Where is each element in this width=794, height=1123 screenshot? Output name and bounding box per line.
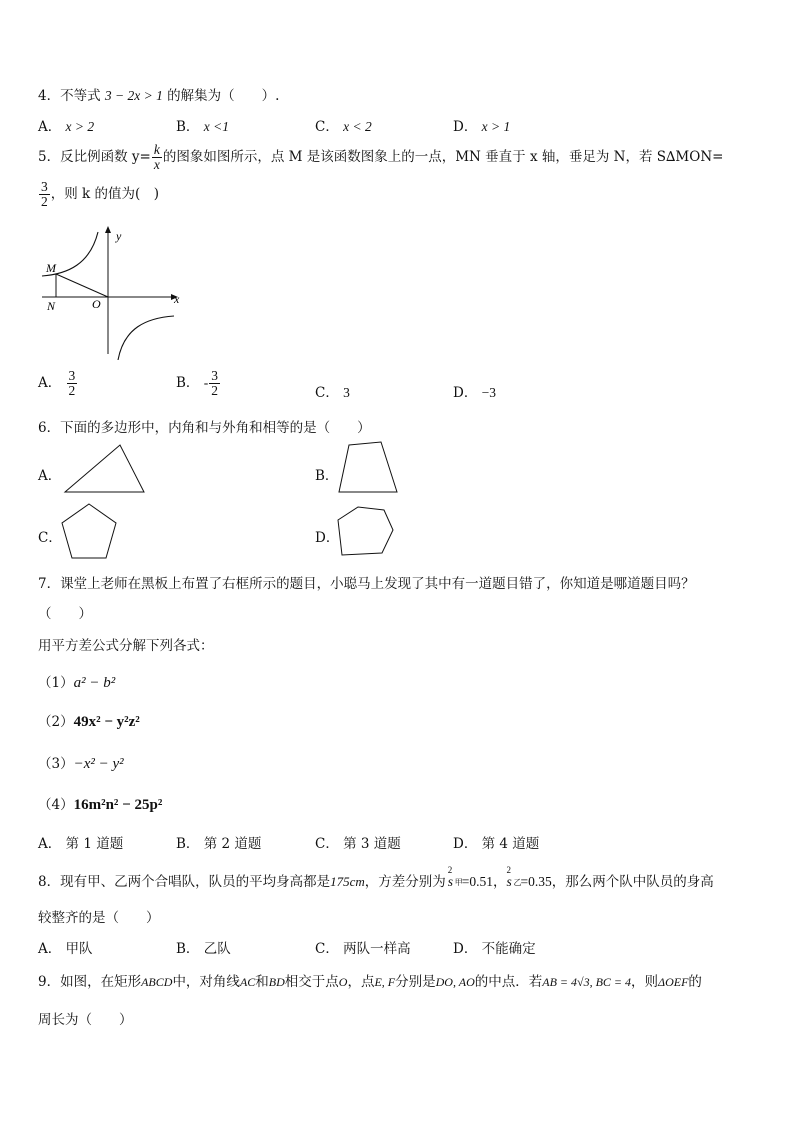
q5-option-c[interactable]: C． 3	[315, 385, 350, 401]
q4-stem: 4．不等式 3 − 2x > 1 的解集为（ ）.	[38, 88, 280, 104]
q4-option-a[interactable]: A． x > 2	[38, 119, 95, 135]
q7-item-3: （3）−x² − y²	[38, 756, 124, 772]
q7-board-title: 用平方差公式分解下列各式：	[38, 638, 214, 654]
q7-stem: 7．课堂上老师在黑板上布置了右框所示的题目，小聪马上发现了其中有一道题目错了，你知道是哪道题目吗？	[38, 576, 695, 592]
q4-option-c[interactable]: C． x < 2	[315, 119, 372, 135]
q6-triangle[interactable]	[60, 442, 150, 496]
q6-pentagon[interactable]	[58, 500, 120, 564]
right-branch	[118, 316, 174, 360]
q7-item-2: （2）49x² − y²z²	[38, 714, 140, 730]
q5-area-fraction: $\frac{3}{2}$	[41, 179, 48, 210]
q6-hexagon[interactable]	[334, 504, 396, 558]
label-x: x	[174, 292, 180, 306]
label-y: y	[116, 229, 122, 243]
q5-option-d[interactable]: D． −3	[453, 385, 496, 401]
q4-expression: 3 − 2x > 1	[104, 88, 163, 103]
q5-stem: 5．反比例函数 y= $\frac{k}{x}$ 的图象如图所示，点 M 是该函数图象上的一点，MN 垂直于 x 轴，垂足为 N，若 S∆MON=	[38, 142, 724, 173]
q7-option-d[interactable]: D． 第 4 道题	[453, 836, 540, 852]
q7-option-a[interactable]: A． 第 1 道题	[38, 836, 124, 852]
q9-stem: 9．如图，在矩形ABCD中，对角线AC和BD相交于点O，点E, F分别是DO, AO的中点．若AB = 4√3, BC = 4，则ΔOEF的	[38, 974, 702, 990]
q8-option-a[interactable]: A． 甲队	[38, 941, 93, 957]
label-M: M	[46, 261, 56, 275]
q7-item-4: （4）16m²n² − 25p²	[38, 797, 163, 813]
q5-option-b[interactable]: B． - $\frac{3}{2}$	[176, 368, 218, 399]
q5-stem-line2: $\frac{3}{2}$ ，则 k 的值为( )	[41, 179, 160, 210]
q6-option-a[interactable]: A．	[38, 468, 62, 484]
q6-stem: 6．下面的多边形中，内角和与外角和相等的是（ ）	[38, 420, 371, 436]
label-N: N	[47, 299, 56, 313]
q5-option-a[interactable]: A． $\frac{3}{2}$	[38, 368, 76, 399]
q6-option-c[interactable]: C．	[38, 530, 62, 546]
q4-option-b[interactable]: B． x <1	[176, 119, 229, 135]
q6-option-d[interactable]: D．	[315, 530, 340, 546]
q5-hyperbola-graph	[38, 224, 198, 360]
q7-option-b[interactable]: B． 第 2 道题	[176, 836, 262, 852]
q6-option-b[interactable]: B．	[315, 468, 339, 484]
q6-quadrilateral[interactable]	[335, 440, 401, 496]
q7-option-c[interactable]: C． 第 3 道题	[315, 836, 401, 852]
label-O: O	[92, 297, 101, 311]
q9-stem-line2: 周长为（ ）	[38, 1012, 133, 1028]
q7-paren: （ ）	[38, 606, 92, 622]
segment-MO	[56, 274, 108, 297]
q4-option-d[interactable]: D． x > 1	[453, 119, 511, 135]
q8-option-b[interactable]: B． 乙队	[176, 941, 231, 957]
q8-option-d[interactable]: D． 不能确定	[453, 941, 536, 957]
q8-option-c[interactable]: C． 两队一样高	[315, 941, 411, 957]
q8-stem: 8．现有甲、乙两个合唱队，队员的平均身高都是175cm，方差分别为 s 2 甲 =0.51，s 2 乙 =0.35，那么两个队中队员的身高	[38, 865, 714, 890]
q5-function-fraction: $\frac{k}{x}$	[153, 142, 160, 173]
q8-stem-line2: 较整齐的是（ ）	[38, 910, 160, 926]
q7-item-1: （1）a² − b²	[38, 675, 116, 691]
